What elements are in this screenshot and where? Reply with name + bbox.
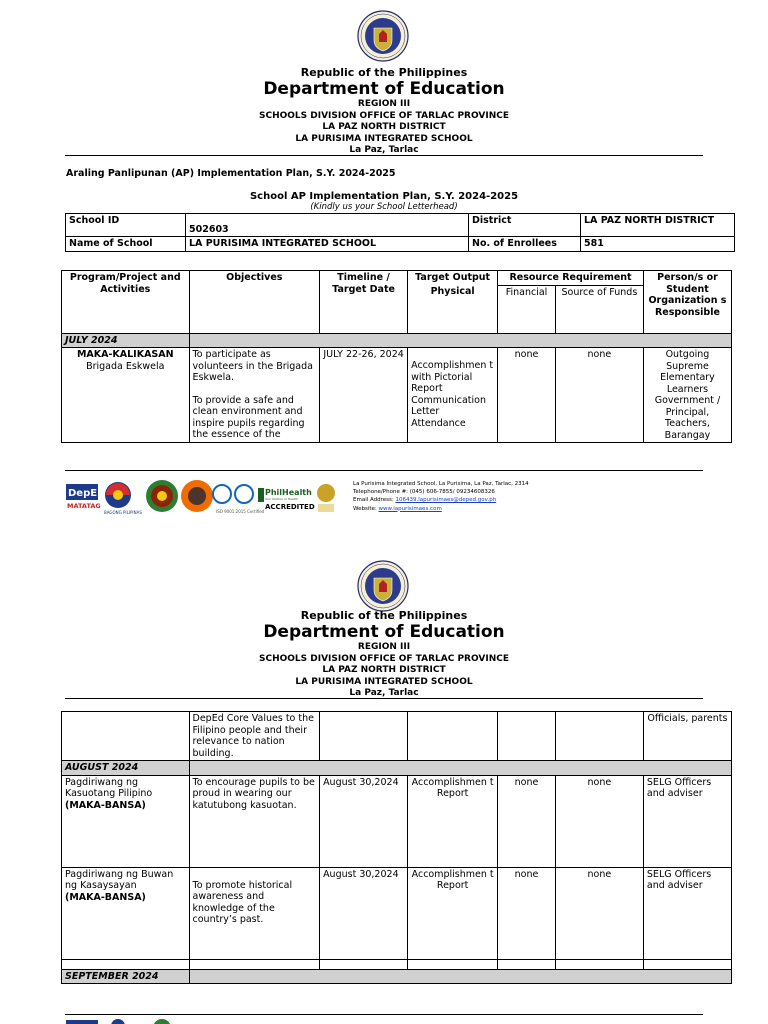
aug-row1-financial: none <box>498 775 556 867</box>
email-line <box>353 496 529 504</box>
aug-row1-objective: To encourage pupils to be proud in wearing our katutubong kasuotan. <box>189 775 320 867</box>
july-program-title: MAKA-KALIKASAN <box>76 349 174 360</box>
month-bar <box>189 969 731 984</box>
aug-row1-program-name: Pagdiriwang ng Kasuotang Pilipino <box>65 776 153 799</box>
cont-timeline <box>320 712 408 761</box>
deped-seal-page2 <box>357 560 409 612</box>
aug-row1-persons: SELG Officers and adviser <box>643 775 731 867</box>
july-timeline: JULY 22-26, 2024 <box>320 348 408 443</box>
cont-source <box>555 712 643 761</box>
republic-line: Republic of the Philippines <box>300 66 468 79</box>
cont-program <box>62 712 190 761</box>
enrollees-value: 581 <box>581 237 735 252</box>
header-rule <box>65 155 703 156</box>
plan-title: School AP Implementation Plan, S.Y. 2024-2025 <box>249 191 519 202</box>
footer-rule <box>65 470 703 471</box>
bagong-pilipinas-logo <box>104 482 142 515</box>
july-source: none <box>555 348 643 443</box>
aug-row2-financial: none <box>498 867 556 959</box>
email-label: Email Address: <box>353 497 396 504</box>
aug-row1-output: Accomplishmen t Report <box>408 775 498 867</box>
aug-row1-timeline: August 30,2024 <box>320 775 408 867</box>
aug-row1-tag: (MAKA-BANSA) <box>65 799 146 811</box>
july-program <box>62 348 190 443</box>
aug-row2-objective: To promote historical awareness and knowledge of the country’s past. <box>189 867 320 959</box>
aug-row2-program-name: Pagdiriwang ng Buwan ng Kasaysayan <box>65 868 174 891</box>
deped-seal <box>357 10 409 62</box>
month-august: AUGUST 2024 <box>62 761 190 776</box>
philhealth-logo <box>258 488 315 511</box>
july-program-sub: Brigada Eskwela <box>86 360 165 372</box>
school-line: LA PURISIMA INTEGRATED SCHOOL <box>295 133 473 144</box>
website-link[interactable]: www.lapurisimaes.com <box>378 505 442 512</box>
footer-logos-page2 <box>66 1018 186 1024</box>
ucs-logo <box>181 480 213 512</box>
col-objectives: Objectives <box>189 271 320 334</box>
school-emblem <box>146 480 178 512</box>
col-financial: Financial <box>498 285 556 333</box>
philhealth-text: PhilHealth <box>265 488 312 497</box>
footer-logos <box>66 478 366 518</box>
website-line <box>353 505 529 513</box>
cont-financial <box>498 712 556 761</box>
school-name-value: LA PURISIMA INTEGRATED SCHOOL <box>186 237 469 252</box>
header-rule-page2 <box>65 698 703 699</box>
empty-cell <box>320 959 408 969</box>
july-objectives <box>189 348 320 443</box>
col-target-output: Target Output <box>408 271 498 286</box>
footer-rule-page2 <box>65 1014 703 1015</box>
document-heading: Araling Panlipunan (AP) Implementation Plan, S.Y. 2024-2025 <box>66 168 396 179</box>
plan-table <box>61 270 732 443</box>
bagong-pilipinas-text: BAGONG PILIPINAS <box>104 510 142 515</box>
republic-line: Republic of the Philippines <box>300 609 468 622</box>
phone-line: Telephone/Phone #: (045) 606-7855/ 09234608326 <box>353 489 495 496</box>
iso-certified-text: ISO 9001:2015 Certified <box>216 509 265 514</box>
department-name: Department of Education <box>263 622 505 642</box>
empty-cell <box>643 959 731 969</box>
website-label: Website: <box>353 505 379 512</box>
address-line: La Purisima Integrated School, La Purisima, La Paz, Tarlac, 2314 <box>353 481 529 487</box>
july-objective-2: To provide a safe and clean environment and inspire pupils regarding the essence of the <box>192 394 305 440</box>
july-objective-1: To participate as volunteers in the Brigada Eskwela. <box>192 349 313 383</box>
empty-cell <box>498 959 556 969</box>
philhealth-tagline: Your Partner in Health <box>265 497 298 501</box>
plan-note: (Kindly us your School Letterhead) <box>310 202 458 212</box>
letterhead <box>0 66 768 157</box>
col-persons: Person/s or Student Organization s Responsible <box>643 271 731 334</box>
school-address-block <box>353 480 529 513</box>
month-bar <box>189 761 731 776</box>
cont-objective: DepEd Core Values to the Filipino people and their relevance to nation building. <box>189 712 320 761</box>
region-line: REGION III <box>357 99 411 109</box>
school-id-value: 502603 <box>186 214 469 237</box>
enrollees-label: No. of Enrollees <box>469 237 581 252</box>
aug-row2-persons: SELG Officers and adviser <box>643 867 731 959</box>
accredited-text: ACCREDITED <box>265 503 315 511</box>
col-timeline: Timeline / Target Date <box>320 271 408 334</box>
division-line: SCHOOLS DIVISION OFFICE OF TARLAC PROVINCE <box>259 110 509 121</box>
aug-row2-program <box>62 867 190 959</box>
division-line: SCHOOLS DIVISION OFFICE OF TARLAC PROVINCE <box>259 653 509 664</box>
col-program: Program/Project and Activities <box>62 271 190 334</box>
aug-row2-output: Accomplishmen t Report <box>408 867 498 959</box>
col-physical: Physical <box>408 285 498 333</box>
empty-cell <box>408 959 498 969</box>
matatag-logo-text: MATATAG <box>67 502 101 510</box>
aug-row2-tag: (MAKA-BANSA) <box>65 891 146 903</box>
iso-logo <box>213 485 265 514</box>
aug-row2-source: none <box>555 867 643 959</box>
deped-logo-text: DepED <box>68 488 106 499</box>
aug-row1-source: none <box>555 775 643 867</box>
col-source: Source of Funds <box>555 285 643 333</box>
district-line: LA PAZ NORTH DISTRICT <box>322 665 446 675</box>
award-logo <box>317 484 335 512</box>
empty-cell <box>555 959 643 969</box>
deped-matatag-logo <box>66 484 105 510</box>
aug-row2-timeline: August 30,2024 <box>320 867 408 959</box>
month-july: JULY 2024 <box>62 333 190 348</box>
cont-persons: Officials, parents <box>643 712 731 761</box>
school-id-label: School ID <box>66 214 186 237</box>
plan-table-page2 <box>61 711 732 984</box>
district-line: LA PAZ NORTH DISTRICT <box>322 122 446 132</box>
july-output: Accomplishmen t with Pictorial Report Communication Letter Attendance <box>408 348 498 443</box>
district-value: LA PAZ NORTH DISTRICT <box>581 214 735 237</box>
month-bar <box>189 333 731 348</box>
cont-output <box>408 712 498 761</box>
school-line: LA PURISIMA INTEGRATED SCHOOL <box>295 676 473 687</box>
july-persons: Outgoing Supreme Elementary Learners Government / Principal, Teachers, Barangay <box>643 348 731 443</box>
location-line: La Paz, Tarlac <box>349 688 419 698</box>
location-line: La Paz, Tarlac <box>349 145 419 155</box>
district-label: District <box>469 214 581 237</box>
empty-cell <box>189 959 320 969</box>
email-link[interactable]: 106439.lapurisimaes@deped.gov.ph <box>395 497 497 504</box>
aug-row1-program <box>62 775 190 867</box>
department-name: Department of Education <box>263 79 505 99</box>
month-september: SEPTEMBER 2024 <box>62 969 190 984</box>
school-info-table <box>65 213 735 252</box>
letterhead-page2 <box>0 609 768 700</box>
school-name-label: Name of School <box>66 237 186 252</box>
region-line: REGION III <box>357 642 411 652</box>
empty-cell <box>62 959 190 969</box>
col-resource: Resource Requirement <box>498 271 644 286</box>
july-financial: none <box>498 348 556 443</box>
